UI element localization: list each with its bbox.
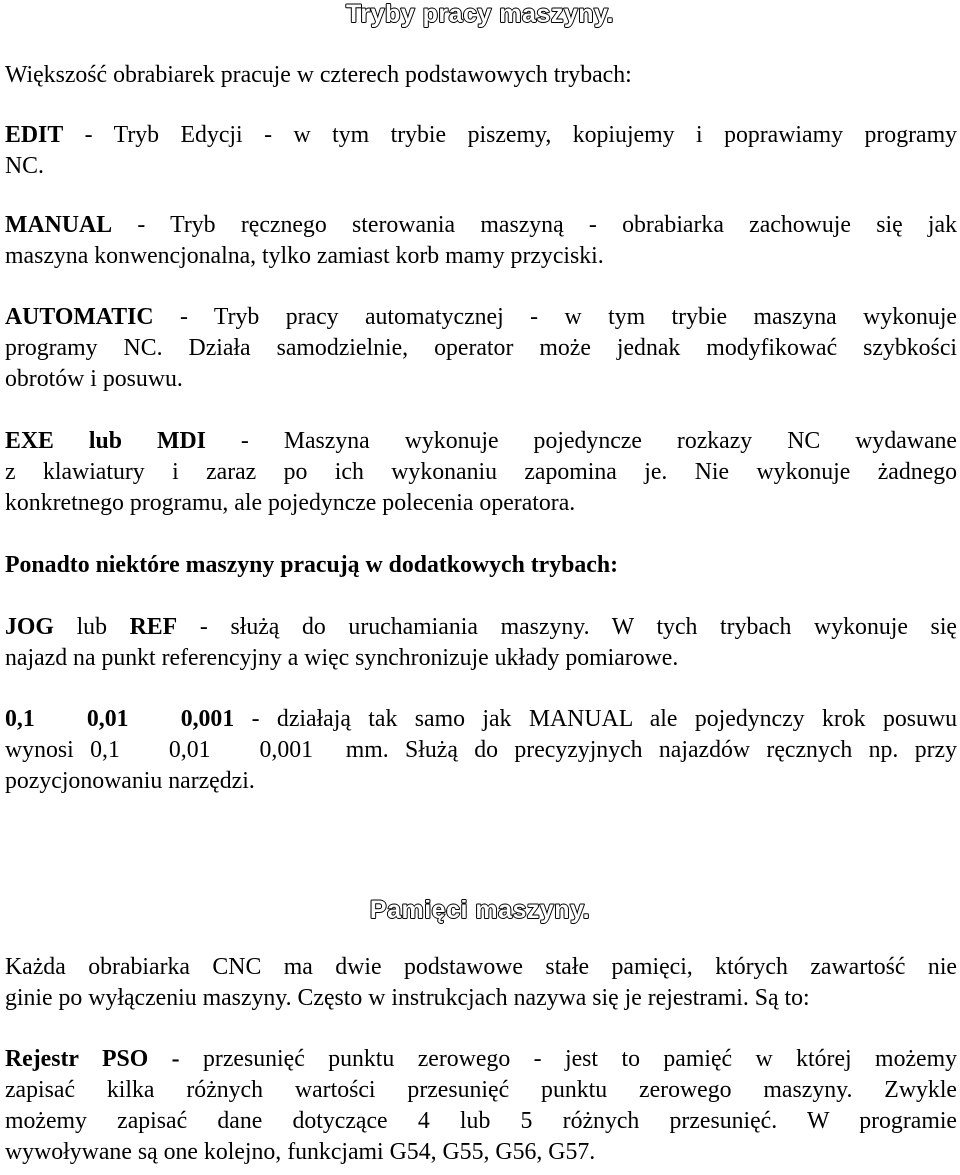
edit-term: EDIT bbox=[5, 122, 64, 148]
intro-text: Większość obrabiarek pracuje w czterech podstawowych trybach: bbox=[5, 62, 632, 88]
automatic-term: AUTOMATIC bbox=[5, 304, 154, 330]
automatic-paragraph: AUTOMATIC - Tryb pracy automatycznej - w tym trybie maszyna wykonuje programy NC. Działa samodzielnie, operator może jednak modyfikować szybkości obrotów i posuwu. bbox=[5, 304, 957, 392]
exe-term: EXE lub MDI bbox=[5, 428, 206, 454]
exe-paragraph: EXE lub MDI - Maszyna wykonuje pojedyncze rozkazy NC wydawane z klawiatury i zaraz po ich wykonaniu zapomina je. Nie wykonuje żadnego konkretnego programu, ale pojedyncze polecenia operatora. bbox=[5, 428, 957, 516]
additional-modes-heading: Ponadto niektóre maszyny pracują w dodatkowych trybach: bbox=[5, 552, 619, 578]
jog-paragraph: JOG lub REF - służą do uruchamiania maszyny. W tych trybach wykonuje się najazd na punkt referencyjny a więc synchronizuje układy pomiarowe. bbox=[5, 614, 957, 671]
pso-paragraph: Rejestr PSO - przesunięć punktu zerowego - jest to pamięć w której możemy zapisać kilka różnych wartości przesunięć punktu zerowego maszyny. Zwykle możemy zapisać dane dotyczące 4 lub 5 różnych przesunięć. W programie wywoływane są one kolejno, funkcjami G54, G55, G56, G57. bbox=[5, 1046, 957, 1165]
manual-term: MANUAL bbox=[5, 212, 113, 238]
section-title-memory: Pamięci maszyny. bbox=[369, 896, 591, 924]
intro-paragraph bbox=[5, 60, 957, 91]
section-title-modes: Tryby pracy maszyny. bbox=[345, 0, 614, 28]
ref-term: REF bbox=[129, 614, 178, 640]
step-paragraph: 0,1 0,01 0,001 - działają tak samo jak MANUAL ale pojedynczy krok posuwu wynosi 0,1 0,01 0,001 mm. Służą do precyzyjnych najazdów ręcznych np. przy pozycjonowaniu narzędzi. bbox=[5, 706, 957, 794]
jog-term: JOG bbox=[5, 614, 54, 640]
pso-term: Rejestr PSO - bbox=[5, 1046, 180, 1072]
manual-paragraph: MANUAL - Tryb ręcznego sterowania maszyną - obrabiarka zachowuje się jak maszyna konwencjonalna, tylko zamiast korb mamy przyciski. bbox=[5, 212, 957, 269]
edit-paragraph: EDIT - Tryb Edycji - w tym trybie piszemy, kopiujemy i poprawiamy programy NC. bbox=[5, 122, 957, 179]
memory-paragraph: Każda obrabiarka CNC ma dwie podstawowe stałe pamięci, których zawartość nie ginie po wyłączeniu maszyny. Często w instrukcjach nazywa się je rejestrami. Są to: bbox=[5, 954, 957, 1011]
step-term: 0,1 0,01 0,001 bbox=[5, 706, 235, 732]
